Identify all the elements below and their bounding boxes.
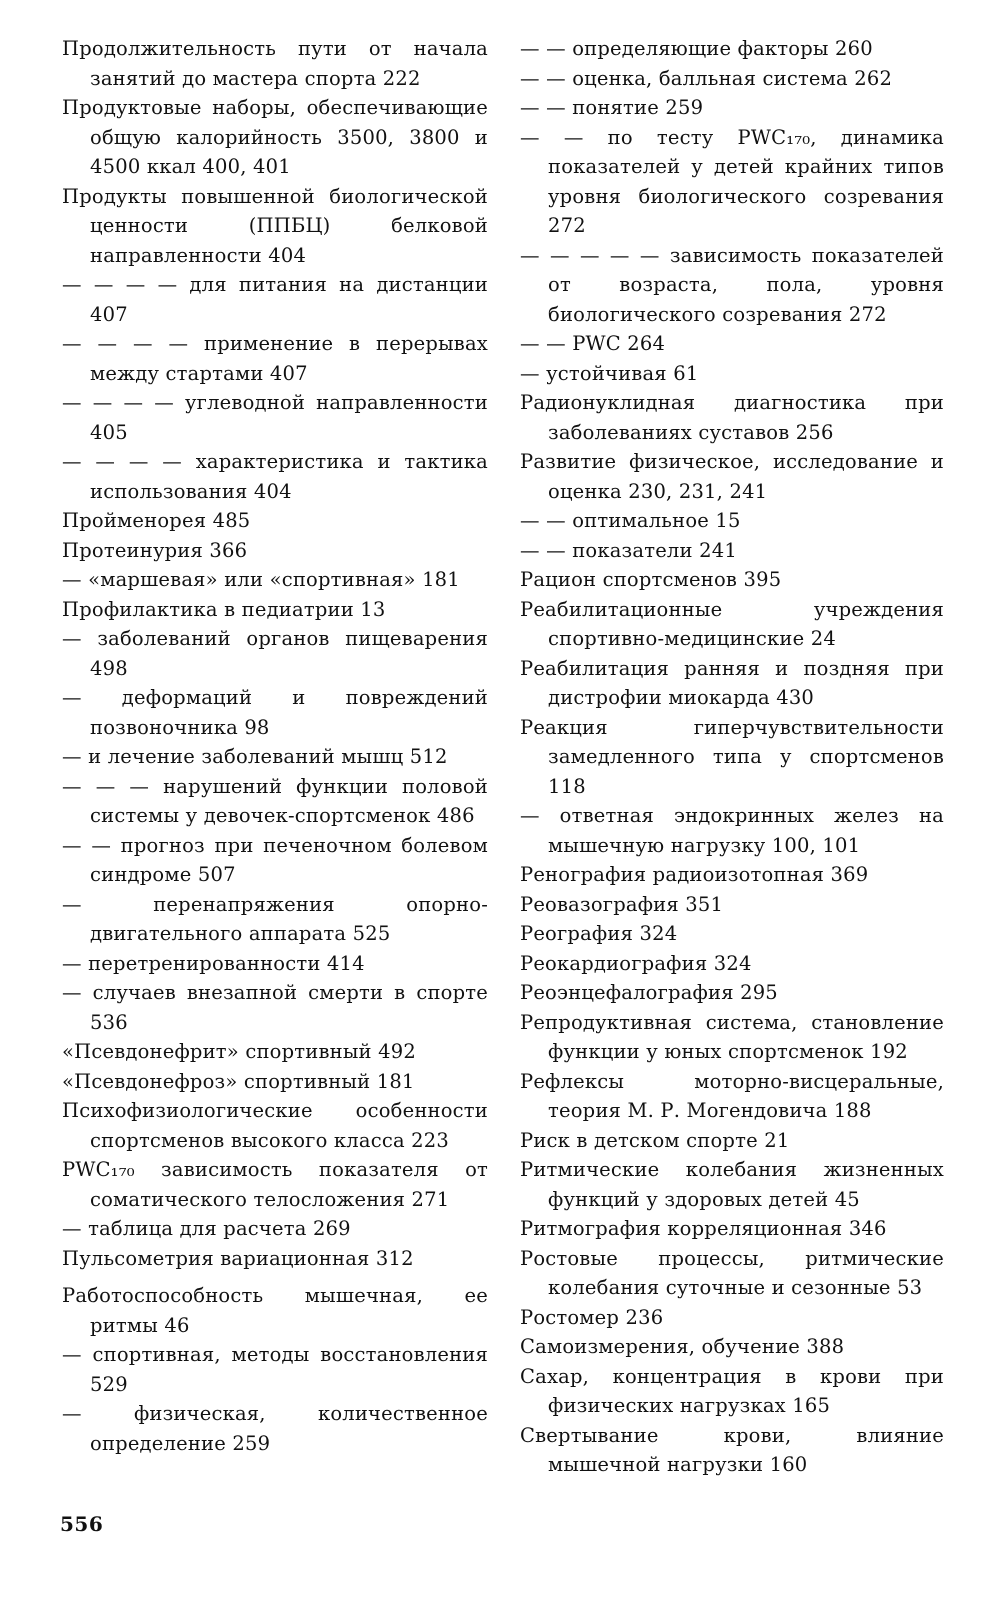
index-entry: Риск в детском спорте 21: [520, 1128, 790, 1152]
index-entry: Самоизмерения, обучение 388: [520, 1335, 845, 1358]
index-entry: Реография 324: [520, 922, 678, 945]
index-entry: Реокардиография 324: [520, 951, 752, 975]
index-entry: — «маршевая» или «спортивная» 181: [62, 568, 460, 591]
index-entry: Репродуктивная система, становление функции у юных спортсменок 192: [520, 1010, 944, 1063]
index-entry: Продолжительность пути от начала занятий до мастера спорта 222: [62, 37, 488, 90]
index-entry: Реабилитация ранняя и поздняя при дистрофии миокарда 430: [520, 656, 944, 709]
index-entry: — физическая, количественное определение 259: [62, 1402, 488, 1455]
index-entry: — — по тесту PWC₁₇₀, динамика показателей у детей крайних типов уровня биологического созревания 272: [520, 125, 944, 237]
page-number: 556: [60, 1512, 104, 1536]
index-entry: — — показатели 241: [520, 538, 737, 562]
index-entry: Ритмография корреляционная 346: [520, 1217, 887, 1240]
index-entry: Протеинурия 366: [62, 538, 248, 562]
index-entry: — — — — — зависимость показателей от возраста, пола, уровня биологического созревания 272: [520, 243, 944, 326]
index-entry: Радионуклидная диагностика при заболеваниях суставов 256: [520, 391, 944, 444]
index-entry: Продуктовые наборы, обеспечивающие общую калорийность 3500, 3800 и 4500 ккал 400, 401: [62, 96, 488, 178]
index-entry: — — — — углеводной направленности 405: [62, 391, 488, 444]
index-entry: Работоспособность мышечная, ее ритмы 46: [62, 1284, 488, 1337]
index-entry: Ритмические колебания жизненных функций у здоровых детей 45: [520, 1158, 944, 1211]
index-entry: Сахар, концентрация в крови при физических нагрузках 165: [520, 1364, 944, 1417]
index-entry: Реакция гиперчувствительности замедленного типа у спортсменов 118: [520, 715, 944, 798]
index-column-right: [520, 34, 944, 1480]
index-entry: — — оптимальное 15: [520, 509, 741, 532]
index-entry: Пульсометрия вариационная 312: [62, 1246, 414, 1270]
index-entry: — и лечение заболеваний мышц 512: [62, 745, 448, 768]
index-entry: Реоэнцефалография 295: [520, 981, 778, 1004]
index-entry: — — понятие 259: [520, 96, 704, 119]
index-entry: Ростовые процессы, ритмические колебания суточные и сезонные 53: [520, 1246, 944, 1299]
index-entry: Пройменорея 485: [62, 509, 251, 532]
index-entry: Продукты повышенной биологической ценности (ППБЦ) белковой направленности 404: [62, 184, 488, 267]
index-entry: — случаев внезапной смерти в спорте 536: [62, 981, 488, 1034]
index-entry: — — PWC 264: [520, 332, 666, 355]
index-entry: Реабилитационные учреждения спортивно-медицинские 24: [520, 597, 944, 650]
index-entry: — — прогноз при печеночном болевом синдроме 507: [62, 833, 488, 886]
index-entry: «Псевдонефрит» спортивный 492: [62, 1040, 416, 1063]
index-entry: Ренография радиоизотопная 369: [520, 863, 869, 886]
index-entry: — — оценка, балльная система 262: [520, 66, 893, 90]
index-entry: — спортивная, методы восстановления 529: [62, 1343, 488, 1396]
index-entry: Ростомер 236: [520, 1305, 664, 1329]
index-entry: — деформаций и повреждений позвоночника 98: [62, 686, 488, 739]
index-entry: Профилактика в педиатрии 13: [62, 597, 386, 621]
index-entry: — ответная эндокринных желез на мышечную нагрузку 100, 101: [520, 804, 944, 857]
index-entry: — перенапряжения опорно-двигательного аппарата 525: [62, 892, 488, 945]
index-entry: — перетренированности 414: [62, 951, 365, 975]
index-entry: — — — нарушений функции половой системы у девочек-спортсменок 486: [62, 774, 488, 827]
index-entry: «Псевдонефроз» спортивный 181: [62, 1069, 415, 1093]
index-entry: — — определяющие факторы 260: [520, 37, 873, 60]
index-entry: PWC₁₇₀ зависимость показателя от соматического телосложения 271: [62, 1158, 488, 1211]
index-entry: — заболеваний органов пищеварения 498: [62, 627, 488, 680]
index-entry: — таблица для расчета 269: [62, 1217, 351, 1240]
index-entry: — — — — для питания на дистанции 407: [62, 273, 488, 326]
index-entry: Рацион спортсменов 395: [520, 568, 782, 591]
index-entry: — — — — применение в перерывах между стартами 407: [62, 332, 488, 385]
index-column-left: [62, 34, 488, 1458]
index-entry: Психофизиологические особенности спортсменов высокого класса 223: [62, 1099, 488, 1152]
index-entry: Свертывание крови, влияние мышечной нагрузки 160: [520, 1423, 944, 1476]
index-entry: — устойчивая 61: [520, 361, 699, 385]
index-entry: Развитие физическое, исследование и оценка 230, 231, 241: [520, 450, 944, 503]
index-entry: — — — — характеристика и тактика использования 404: [62, 450, 488, 503]
index-entry: Реовазография 351: [520, 892, 724, 916]
index-entry: Рефлексы моторно-висцеральные, теория М. Р. Могендовича 188: [520, 1069, 944, 1122]
